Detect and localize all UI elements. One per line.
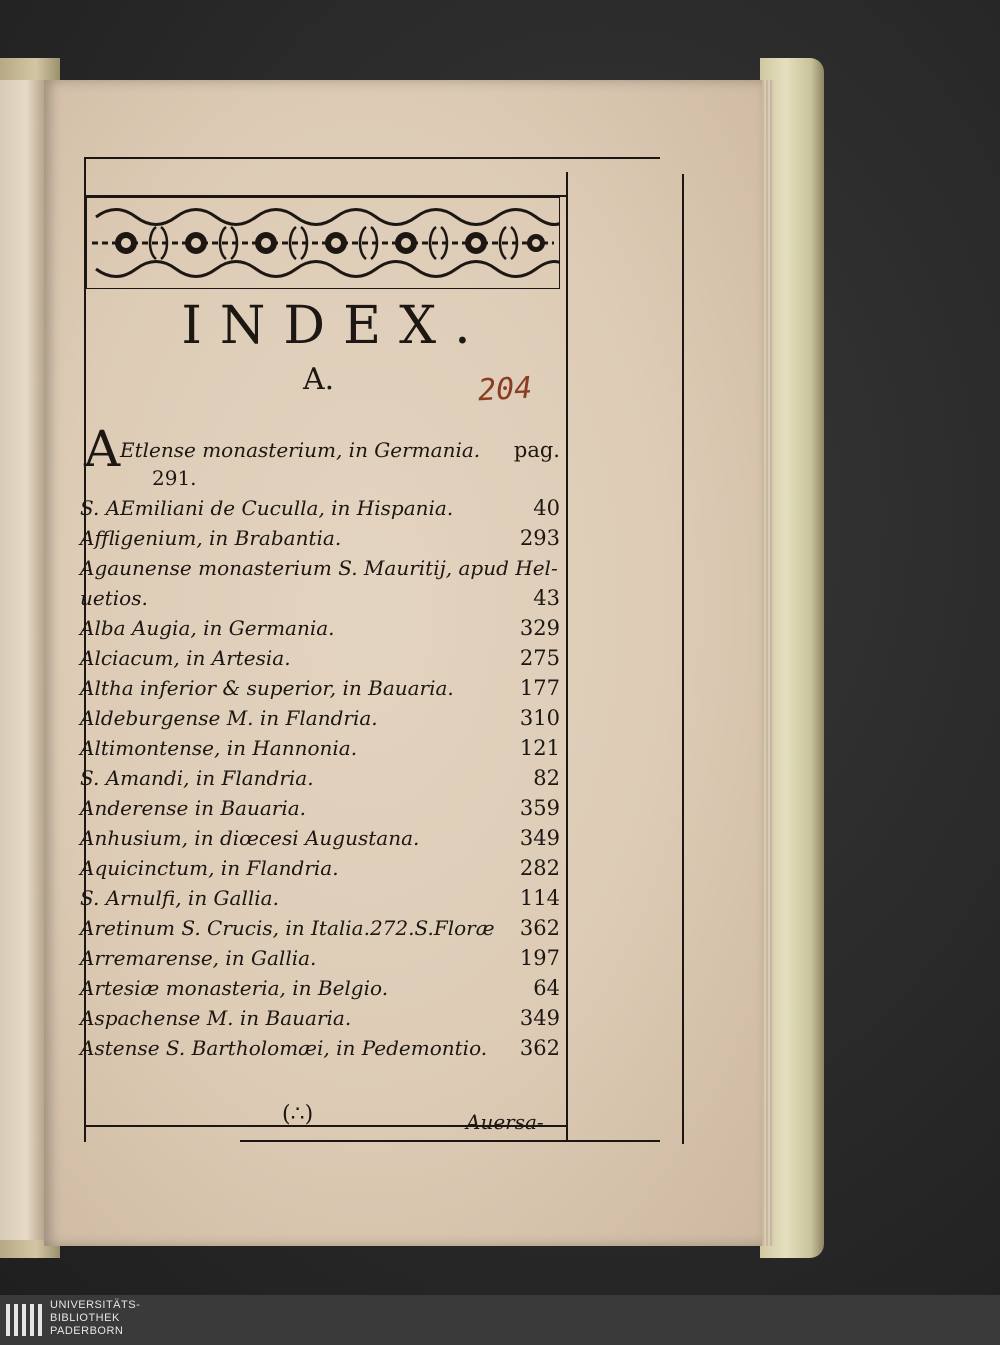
entry-page-number: 177 [519,676,560,700]
index-entry [80,766,560,796]
entry-text: Aquicinctum, in Flandria. [80,856,339,880]
index-entry [80,676,560,706]
catchword: Auersa- [466,1110,544,1134]
entry-page-number: 64 [533,976,560,1000]
library-name-line1: UNIVERSITÄTS- [50,1299,141,1311]
entry-page-number: 40 [533,496,560,520]
entry-page-number: 329 [519,616,560,640]
entry-page-number: 282 [519,856,560,880]
entry-text: Aspachense M. in Bauaria. [80,1006,352,1030]
entry-text: Artesiæ monasteria, in Belgio. [80,976,389,1000]
entry-page-number: 275 [519,646,560,670]
entry-text: S. Arnulfi, in Gallia. [80,886,279,910]
index-title: INDEX. [181,296,489,356]
entry-page-number: 293 [519,526,560,550]
entry-page-label: pag. [513,438,560,462]
index-entry [80,526,560,556]
base-rule [240,1140,660,1142]
entry-text: Arremarense, in Gallia. [80,946,317,970]
index-entry [80,706,560,736]
library-name [50,1299,140,1338]
index-entry [80,586,560,616]
entry-page-number: 310 [519,706,560,730]
index-entry [80,976,560,1006]
index-entry [80,916,560,946]
index-entry [80,496,560,526]
library-logo-icon [6,1300,46,1340]
index-entry [80,1036,560,1066]
index-entry [80,1006,560,1036]
entry-text: Etlense monasterium, in Germania. [120,438,481,462]
entry-page-number: 114 [519,886,560,910]
handwritten-number: 204 [477,370,534,409]
facing-page-edge [0,80,44,1240]
section-letter: A. [303,362,335,397]
entry-page-number: 359 [519,796,560,820]
entry-text: Anhusium, in diœcesi Augustana. [80,826,420,850]
library-name-line2: BIBLIOTHEK [50,1312,120,1324]
index-entry [80,556,560,586]
entry-text: Astense S. Bartholomæi, in Pedemontio. [80,1036,488,1060]
entry-text: Agaunense monasterium S. Mauritij, apud Hel- [80,556,558,580]
entry-page-number: 121 [519,736,560,760]
index-entry [80,796,560,826]
inner-right-border [566,172,568,1142]
footer-bar [0,1295,1000,1345]
library-name-line3: PADERBORN [50,1325,124,1337]
index-entry [80,886,560,916]
entry-page-number: 349 [519,1006,560,1030]
signature-mark: (∴) [282,1102,314,1127]
index-entry [80,646,560,676]
entry-page-number: 197 [519,946,560,970]
entry-page-number: 349 [519,826,560,850]
entry-text: Alciacum, in Artesia. [80,646,291,670]
top-rule [84,157,660,159]
index-entry [80,826,560,856]
entry-text: Altimontense, in Hannonia. [80,736,358,760]
outer-right-border [682,174,684,1144]
ornamental-headpiece [86,197,560,289]
index-entry [80,736,560,766]
entry-text: uetios. [80,586,148,610]
entry-page-number: 362 [519,916,560,940]
entry-page-number: 43 [533,586,560,610]
entry-text: Aretinum S. Crucis, in Italia.272.S.Floræ [80,916,495,940]
entry-page-number: 362 [519,1036,560,1060]
index-entry-first [80,438,560,468]
entry-text: S. AEmiliani de Cuculla, in Hispania. [80,496,454,520]
drop-cap: A [84,420,121,478]
index-entry [80,616,560,646]
entry-text: Aldeburgense M. in Flandria. [80,706,378,730]
entry-text: Affligenium, in Brabantia. [80,526,342,550]
index-entry [80,856,560,886]
entry-continuation-page: 291. [152,466,197,490]
entry-text: Altha inferior & superior, in Bauaria. [80,676,454,700]
entry-page-number: 82 [533,766,560,790]
index-entry [80,946,560,976]
entry-text: Alba Augia, in Germania. [80,616,335,640]
entry-text: S. Amandi, in Flandria. [80,766,314,790]
entry-text: Anderense in Bauaria. [80,796,306,820]
